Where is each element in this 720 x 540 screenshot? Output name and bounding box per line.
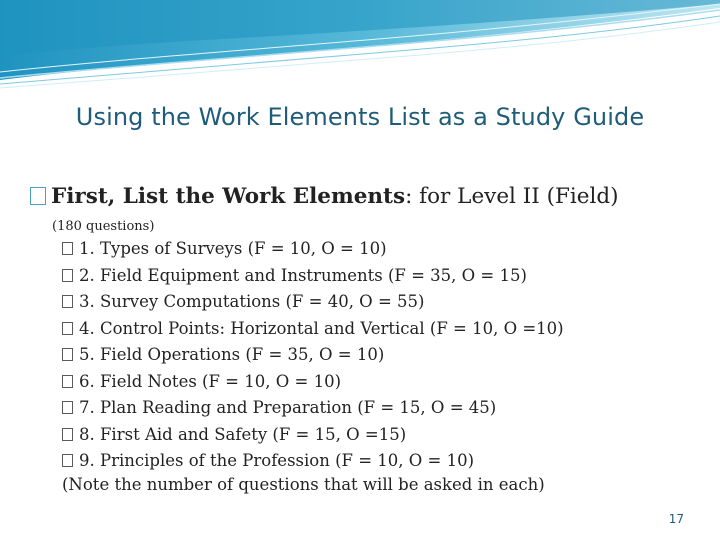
checkbox-bullet-icon xyxy=(62,454,73,467)
list-item xyxy=(62,263,702,290)
list-item-text: 8. First Aid and Safety (F = 15, O =15) xyxy=(79,424,407,444)
checkbox-bullet-icon xyxy=(62,322,73,335)
checkbox-bullet-icon xyxy=(62,269,73,282)
list-item xyxy=(62,236,702,263)
list-item xyxy=(62,316,702,343)
question-count-note: (180 questions) xyxy=(52,219,155,234)
list-item-text: 4. Control Points: Horizontal and Vertical (F = 10, O =10) xyxy=(79,318,564,338)
list-item-text: 3. Survey Computations (F = 40, O = 55) xyxy=(79,292,425,311)
closing-note: (Note the number of questions that will be asked in each) xyxy=(62,475,545,494)
missing-glyph-bullet-icon xyxy=(30,187,46,205)
list-item-text: 6. Field Notes (F = 10, O = 10) xyxy=(79,371,342,391)
checkbox-bullet-icon xyxy=(62,295,73,308)
page-number: 17 xyxy=(668,512,684,526)
checkbox-bullet-icon xyxy=(62,375,73,388)
list-item xyxy=(62,395,702,422)
decorative-wave-header xyxy=(0,0,720,95)
list-item xyxy=(62,448,702,475)
slide-title: Using the Work Elements List as a Study Guide xyxy=(75,103,645,131)
list-item-text: 2. Field Equipment and Instruments (F = 35, O = 15) xyxy=(79,265,527,285)
checkbox-bullet-icon xyxy=(62,401,73,414)
checkbox-bullet-icon xyxy=(62,428,73,441)
heading-rest-text: : for Level II (Field) xyxy=(405,184,619,209)
list-item xyxy=(62,369,702,396)
list-item-text: 5. Field Operations (F = 35, O = 10) xyxy=(79,345,385,364)
list-item-text: 9. Principles of the Profession (F = 10, O = 10) xyxy=(79,451,475,470)
heading-bold-text: First, List the Work Elements xyxy=(51,184,406,209)
checkbox-bullet-icon xyxy=(62,348,73,361)
list-item-text: 1. Types of Surveys (F = 10, O = 10) xyxy=(79,239,387,258)
list-item xyxy=(62,289,702,316)
list-item xyxy=(62,422,702,449)
section-heading xyxy=(30,184,710,209)
list-item-text: 7. Plan Reading and Preparation (F = 15, O = 45) xyxy=(79,398,497,417)
checkbox-bullet-icon xyxy=(62,242,73,255)
list-item xyxy=(62,342,702,369)
work-elements-list xyxy=(62,236,702,475)
